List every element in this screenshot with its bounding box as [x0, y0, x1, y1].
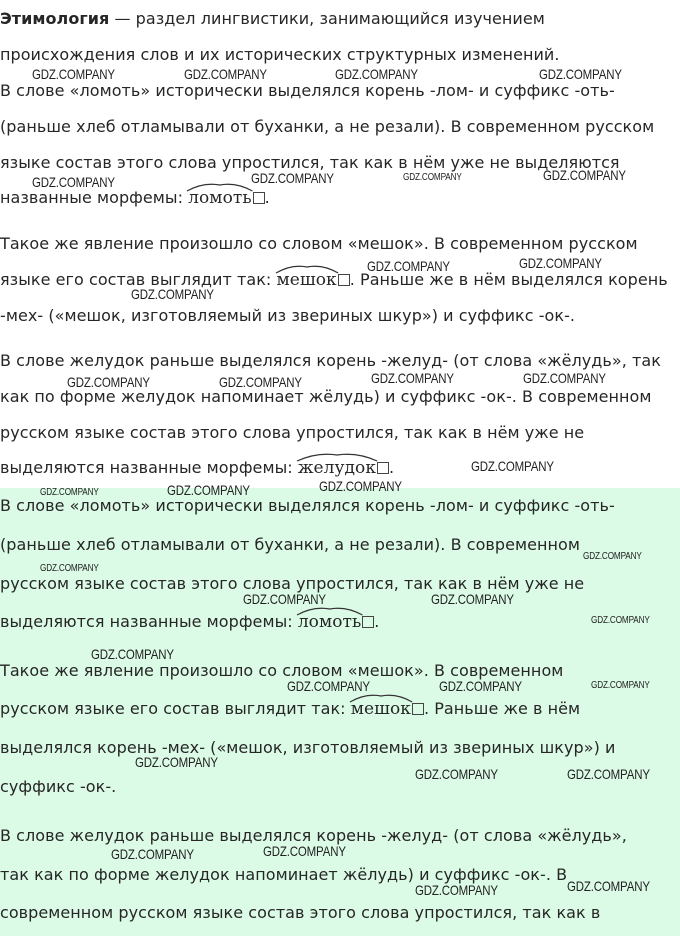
- watermark: GDZ.COMPANY: [287, 678, 370, 694]
- watermark: GDZ.COMPANY: [135, 754, 218, 770]
- ending-box-icon: [253, 192, 265, 204]
- morph-word-lomot: ломоть: [298, 612, 361, 632]
- b1-line-4: названные морфемы: ломоть .: [0, 188, 270, 208]
- watermark: GDZ.COMPANY: [111, 846, 194, 862]
- watermark: GDZ.COMPANY: [167, 482, 250, 498]
- b1-line-4-text: названные морфемы:: [0, 188, 189, 207]
- b2-line-1: В слове «ломоть» исторически выделялся корень -лом- и суффикс -оть-: [0, 496, 615, 515]
- ending-box-icon: [377, 462, 389, 474]
- intro-line-2: происхождения слов и их исторических структурных изменений.: [0, 45, 560, 64]
- b2-line-4: выделяются названные морфемы: ломоть .: [0, 612, 379, 632]
- ending-box-icon: [412, 703, 424, 715]
- b1-line-11-text: выделяются названные морфемы:: [0, 458, 298, 477]
- ending-box-icon: [338, 274, 350, 286]
- morph-word-meshok: мешок: [351, 699, 411, 719]
- watermark: GDZ.COMPANY: [243, 591, 326, 607]
- b1-line-1: В слове «ломоть» исторически выделялся корень -лом- и суффикс -оть-: [0, 81, 615, 100]
- b1-line-9: как по форме желудок напоминает жёлудь) и суффикс -ок-. В современном: [0, 387, 652, 406]
- watermark: GDZ.COMPANY: [439, 678, 522, 694]
- watermark: GDZ.COMPANY: [403, 172, 462, 183]
- watermark: GDZ.COMPANY: [519, 255, 602, 271]
- b2-line-11: современном русском языке состав этого слова упростился, так как в: [0, 903, 601, 922]
- root-arc-icon: [297, 452, 377, 462]
- watermark: GDZ.COMPANY: [431, 591, 514, 607]
- watermark: GDZ.COMPANY: [131, 286, 214, 302]
- b2-line-3: русском языке состав этого слова упростился, так как в нём уже не: [0, 574, 585, 593]
- watermark: GDZ.COMPANY: [335, 66, 418, 82]
- b2-line-5: Такое же явление произошло со словом «мешок». В современном: [0, 661, 564, 680]
- morph-word-zheludok: желудок: [298, 458, 376, 478]
- term-etymology: Этимология: [0, 9, 110, 28]
- b2-line-7: выделялся корень -мех- («мешок, изготовляемый из звериных шкур») и: [0, 738, 616, 757]
- watermark: GDZ.COMPANY: [32, 174, 115, 190]
- b1-line-3: языке состав этого слова упростился, так как в нём уже не выделяются: [0, 153, 620, 172]
- b1-line-2: (раньше хлеб отламывали от буханки, а не резали). В современном русском: [0, 117, 655, 136]
- b2-line-9: В слове желудок раньше выделялся корень -желуд- (от слова «жёлудь»,: [0, 826, 627, 845]
- watermark: GDZ.COMPANY: [40, 487, 99, 498]
- b2-line-2: (раньше хлеб отламывали от буханки, а не резали). В современном: [0, 535, 581, 554]
- watermark: GDZ.COMPANY: [583, 551, 642, 562]
- watermark: GDZ.COMPANY: [567, 766, 650, 782]
- b1-line-8: В слове желудок раньше выделялся корень -желуд- (от слова «жёлудь», так: [0, 351, 661, 370]
- morph-word-lomot: ломоть: [188, 188, 251, 208]
- watermark: GDZ.COMPANY: [371, 370, 454, 386]
- root-arc-icon: [276, 264, 338, 274]
- b1-line-6: языке его состав выглядит так: мешок . Раньше же в нём выделялся корень: [0, 270, 668, 290]
- watermark: GDZ.COMPANY: [591, 615, 650, 626]
- watermark: GDZ.COMPANY: [471, 458, 554, 474]
- watermark: GDZ.COMPANY: [319, 478, 402, 494]
- b1-line-11: выделяются названные морфемы: желудок .: [0, 458, 394, 478]
- watermark: GDZ.COMPANY: [40, 563, 99, 574]
- ending-box-icon: [362, 616, 374, 628]
- b1-line-5: Такое же явление произошло со словом «мешок». В современном русском: [0, 234, 638, 253]
- watermark: GDZ.COMPANY: [591, 680, 650, 691]
- watermark: GDZ.COMPANY: [523, 370, 606, 386]
- b1-line-6-text: языке его состав выглядит так:: [0, 270, 277, 289]
- watermark: GDZ.COMPANY: [367, 258, 450, 274]
- watermark: GDZ.COMPANY: [263, 843, 346, 859]
- b2-line-4-text: выделяются названные морфемы:: [0, 612, 298, 631]
- watermark: GDZ.COMPANY: [543, 167, 626, 183]
- watermark: GDZ.COMPANY: [251, 170, 334, 186]
- root-arc-icon: [187, 182, 252, 192]
- watermark: GDZ.COMPANY: [539, 66, 622, 82]
- root-arc-icon: [350, 693, 412, 703]
- b2-line-6-text: русском языке его состав выглядит так:: [0, 699, 351, 718]
- watermark: GDZ.COMPANY: [67, 374, 150, 390]
- b2-line-6: русском языке его состав выглядит так: мешок . Раньше же в нём: [0, 699, 580, 719]
- watermark: GDZ.COMPANY: [219, 374, 302, 390]
- b2-line-10: так как по форме желудок напоминает жёлудь) и суффикс -ок-. В: [0, 865, 568, 884]
- intro-text: — раздел лингвистики, занимающийся изучением: [109, 9, 545, 28]
- intro-line-1: [0, 9, 545, 29]
- morph-word-meshok: мешок: [277, 270, 337, 290]
- watermark: GDZ.COMPANY: [91, 646, 174, 662]
- b1-line-10: русском языке состав этого слова упростился, так как в нём уже не: [0, 423, 585, 442]
- watermark: GDZ.COMPANY: [415, 882, 498, 898]
- watermark: GDZ.COMPANY: [567, 878, 650, 894]
- watermark: GDZ.COMPANY: [415, 766, 498, 782]
- b2-line-8: суффикс -ок-.: [0, 777, 117, 796]
- watermark: GDZ.COMPANY: [32, 66, 115, 82]
- root-arc-icon: [297, 606, 362, 616]
- watermark: GDZ.COMPANY: [184, 66, 267, 82]
- b1-line-7: -мех- («мешок, изготовляемый из звериных шкур») и суффикс -ок-.: [0, 306, 576, 325]
